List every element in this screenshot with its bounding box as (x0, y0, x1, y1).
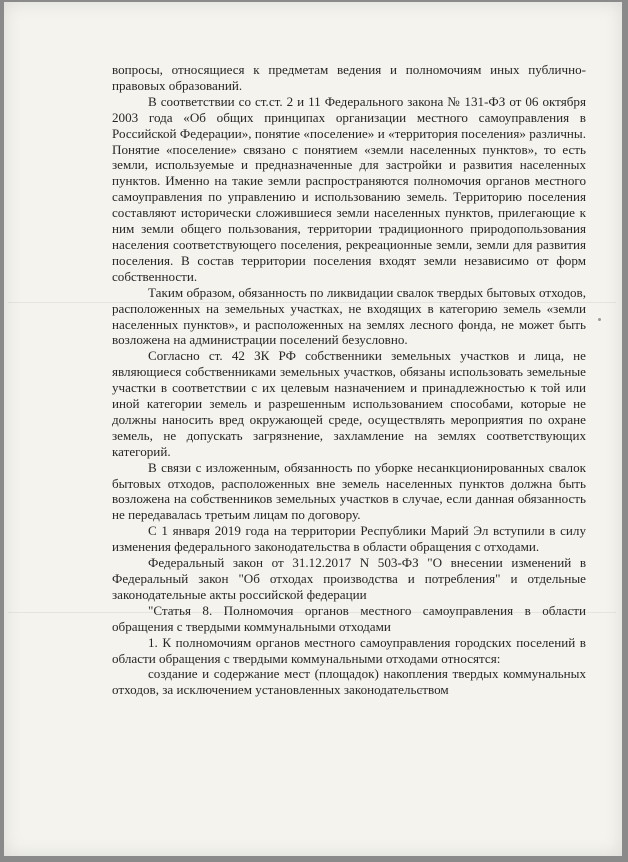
paragraph: В соответствии со ст.ст. 2 и 11 Федерального закона № 131-ФЗ от 06 октября 2003 года «Об общих принципах организации местного самоуправления в Российской Федерации», понятие «поселение» и «территория поселения» различны. Понятие «поселение» связано с понятием «земли населенных пунктов», то есть земли, используемые и предназначенные для застройки и развития населенных пунктов. Именно на такие земли распространяются полномочия органов местного самоуправления по управлению и использованию земель. Территорию поселения составляют исторически сложившиеся земли населенных пунктов, прилегающие к ним земли общего пользования, территории традиционного природопользования населения соответствующего поселения, рекреационные земли, земли для развития поселения. В состав территории поселения входят земли независимо от форм собственности. (112, 93, 586, 284)
paragraph: вопросы, относящиеся к предметам ведения и полномочиям иных публично-правовых образований. (112, 62, 586, 93)
document-body (112, 62, 586, 698)
paragraph: "Статья 8. Полномочия органов местного самоуправления в области обращения с твердыми коммунальными отходами (112, 602, 586, 634)
paragraph: В связи с изложенным, обязанность по уборке несанкционированных свалок бытовых отходов, расположенных вне земель населенных пунктов должна быть возложена на собственников земельных участков в случае, если данная обязанность не передавалась третьим лицам по договору. (112, 459, 586, 523)
scan-speck (598, 318, 601, 321)
paragraph: создание и содержание мест (площадок) накопления твердых коммунальных отходов, за исключением установленных законодательством (112, 666, 586, 698)
paragraph: Таким образом, обязанность по ликвидации свалок твердых бытовых отходов, расположенных на земельных участках, не входящих в категорию земель «земли населенных пунктов», и расположенных на землях лесного фонда, не может быть возложена на администрации поселений безусловно. (112, 284, 586, 348)
paragraph: 1. К полномочиям органов местного самоуправления городских поселений в области обращения с твердыми коммунальными отходами относятся: (112, 634, 586, 666)
paragraph: Федеральный закон от 31.12.2017 N 503-ФЗ "О внесении изменений в Федеральный закон "Об отходах производства и потребления" и отдельные законодательные акты российской федерации (112, 555, 586, 602)
paragraph: С 1 января 2019 года на территории Республики Марий Эл вступили в силу изменения федерального законодательства в области обращения с отходами. (112, 523, 586, 555)
paragraph: Согласно ст. 42 ЗК РФ собственники земельных участков и лица, не являющиеся собственниками земельных участков, обязаны использовать земельные участки в соответствии с их целевым назначением и принадлежностью к той или иной категории земель и разрешенным использованием способами, которые не должны наносить вред окружающей среде, осуществлять мероприятия по охране земель, не допускать загрязнение, захламление на землях соответствующих категорий. (112, 348, 586, 459)
